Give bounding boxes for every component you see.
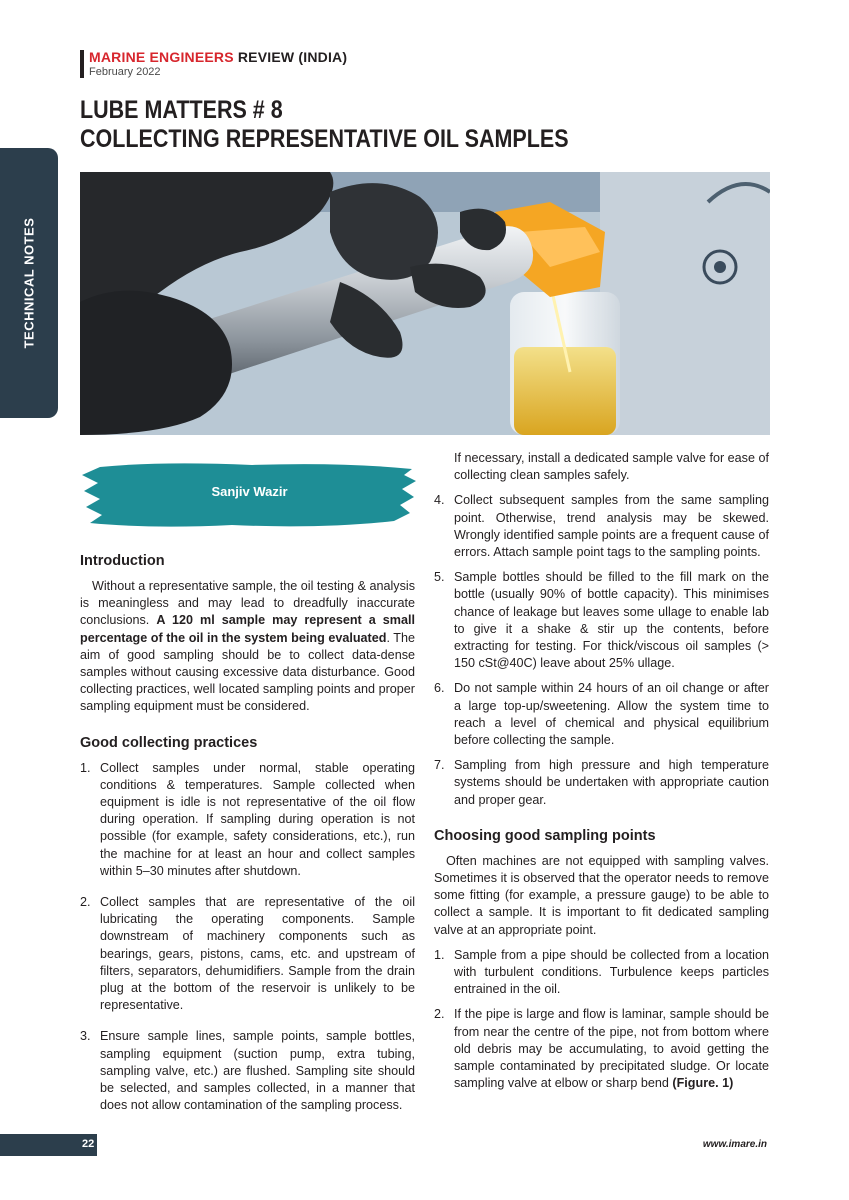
list-item-number: 6. <box>434 681 445 696</box>
section-tab-label: TECHNICAL NOTES <box>21 217 37 349</box>
list-item-number: 4. <box>434 493 445 508</box>
masthead-suffix: REVIEW (INDIA) <box>233 49 348 65</box>
list-item-text: Do not sample within 24 hours of an oil change or after a large top-up/sweetening. Allow the system time to reach a level of chemical and physical equilibrium before collecting the sample. <box>454 681 769 748</box>
list-item <box>434 1006 769 1092</box>
list-item-number: 1. <box>80 760 91 775</box>
sampling-points-list <box>434 947 769 1093</box>
list-item-text: Collect subsequent samples from the same sampling point. Otherwise, trend analysis may be skewed. Wrongly identified sample points are a frequent cause of errors. Attach sample point tags to the sampling points. <box>454 493 769 560</box>
list-item <box>434 680 769 749</box>
page-number: 22 <box>82 1138 95 1150</box>
intro-paragraph <box>80 578 415 716</box>
list-item <box>434 947 769 999</box>
figure-reference: (Figure. 1) <box>672 1076 734 1091</box>
list-item-text: Sample bottles should be filled to the fill mark on the bottle (usually 90% of bottle capacity). This minimises chance of leakage but leaves some ullage to enable lab to give it a shake & stir up the contents, before extracting for testing. For thick/viscous oil samples (> 150 cSt@40C) leave about 25% ullage. <box>454 570 769 671</box>
list-item-text: Ensure sample lines, sample points, sample bottles, sampling equipment (suction pump, extra tubing, sampling valve, etc.) are flushed. Sampling site should be selected, and samples collected, in a manner that does not allow contamination of the sampling process. <box>100 1029 415 1113</box>
list-item-number: 2. <box>434 1007 445 1022</box>
list-item-number: 2. <box>80 895 91 910</box>
issue-date: February 2022 <box>89 66 161 78</box>
masthead <box>89 49 347 65</box>
item-3-continuation: If necessary, install a dedicated sample valve for ease of collecting clean samples safely. <box>454 451 769 483</box>
intro-text-b: . The aim of good sampling should be to collect data-dense samples without causing excessive data disturbance. Good collecting practices, well located sampling points and proper sampling equipment must be considered. <box>80 630 415 714</box>
list-item <box>80 894 415 1014</box>
list-item <box>434 757 769 809</box>
intro-heading: Introduction <box>80 553 165 569</box>
list-item-text: Collect samples that are representative of the oil lubricating the operating components. Sample downstream of machinery components such as bearings, gears, pistons, cams, etc. and upstream of filters, separators, dehumidifiers. Sample from the drain plug at the bottom of the reservoir is unlikely to be representative. <box>100 895 415 1013</box>
practices-heading: Good collecting practices <box>80 734 258 751</box>
masthead-brand: MARINE ENGINEERS <box>89 49 234 65</box>
article-title <box>80 96 682 154</box>
practices-list-continued <box>434 492 769 808</box>
left-column <box>80 552 415 1122</box>
intro-text-bold: A 120 ml sample may represent a small percentage of the oil in the system being evaluated <box>80 613 415 645</box>
list-item <box>434 492 769 561</box>
list-item-number: 5. <box>434 570 445 585</box>
list-item-text: Sample from a pipe should be collected from a location with turbulent conditions. Turbulence keeps particles entrained in the oil. <box>454 947 769 997</box>
masthead-bar <box>80 50 84 78</box>
list-item-number: 3. <box>80 1029 91 1044</box>
footer-website: www.imare.in <box>702 1139 767 1150</box>
list-item <box>434 569 769 672</box>
list-item-text: If the pipe is large and flow is laminar, sample should be from near the centre of the pipe, not from bottom where old debris may be accumulating, to avoid getting the sample contaminated by precipitated sludge. Or locate sampling valve at elbow or sharp bend <box>454 1007 769 1091</box>
list-item-text: Sampling from high pressure and high temperature systems should be undertaken with appropriate caution and proper gear. <box>454 758 769 807</box>
list-item <box>80 760 415 880</box>
practices-list <box>80 760 415 1115</box>
title-line-1: LUBE MATTERS # 8 <box>80 96 283 124</box>
sampling-points-intro: Often machines are not equipped with sampling valves. Sometimes it is observed that the operator needs to remove some fitting (for example, a pressure gauge) to be able to collect a sample. It is important to fit dedicated sampling valve at an appropriate point. <box>434 853 769 937</box>
article-photo <box>80 172 770 435</box>
author-byline: Sanjiv Wazir <box>211 484 288 499</box>
oil-sampling-illustration <box>80 172 770 435</box>
sampling-points-heading: Choosing good sampling points <box>434 827 656 844</box>
right-column <box>434 450 769 1101</box>
list-item <box>80 1028 415 1114</box>
list-item-number: 1. <box>434 947 445 962</box>
title-line-2: COLLECTING REPRESENTATIVE OIL SAMPLES <box>80 125 569 153</box>
intro-text-a: Without a representative sample, the oil testing & analysis is meaningless and may lead to dreadfully inaccurate conclusions. <box>80 579 415 628</box>
list-item-number: 7. <box>434 758 445 773</box>
list-item-text: Collect samples under normal, stable operating conditions & temperatures. Sample collected when equipment is idle is not representative of the oil flow during operation. If sampling during operation is not possible (for example, safety considerations, etc.), run the machine for at least an hour and collect samples within 5–30 minutes after shutdown. <box>100 760 415 878</box>
